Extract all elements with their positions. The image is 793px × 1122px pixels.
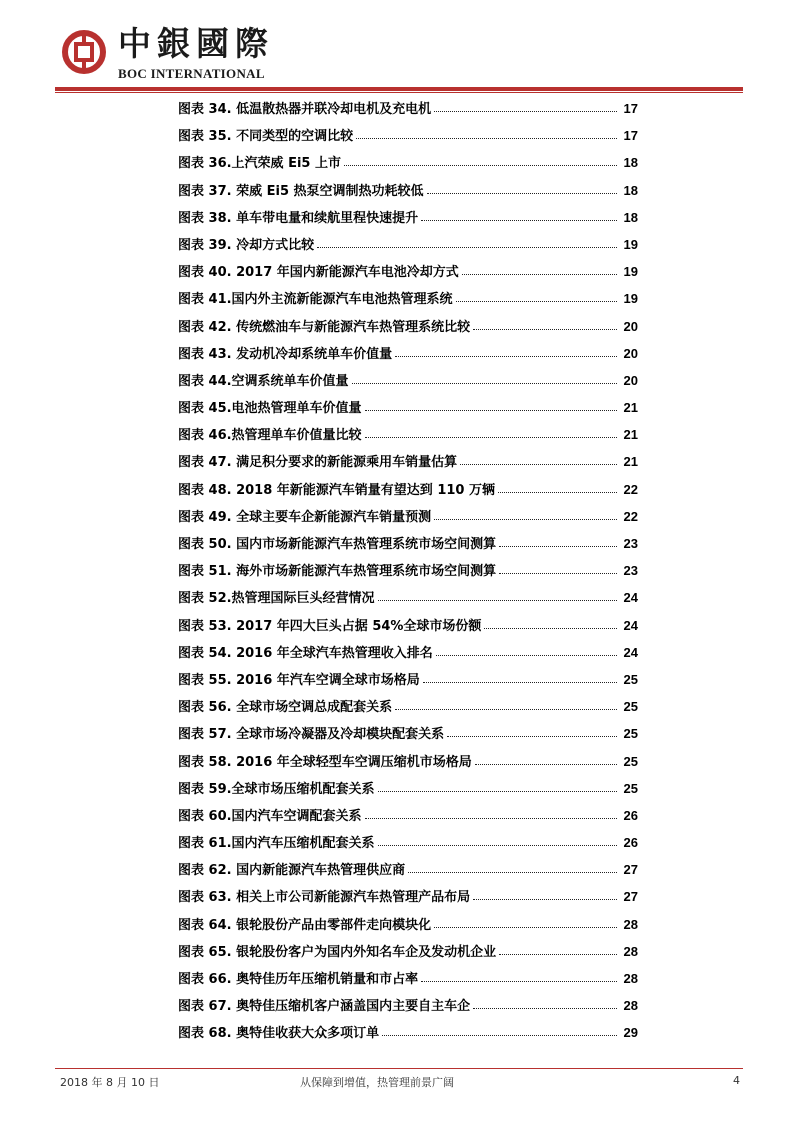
toc-entry[interactable] [178, 530, 638, 557]
toc-entry-label[interactable]: 图表 45.电池热管理单车价值量 [178, 401, 362, 417]
toc-entry-label[interactable]: 图表 66. 奥特佳历年压缩机销量和市占率 [178, 972, 419, 987]
toc-entry[interactable] [178, 883, 638, 910]
toc-entry-page[interactable]: 27 [623, 862, 638, 878]
toc-entry-page[interactable]: 28 [623, 943, 638, 959]
toc-entry[interactable] [178, 584, 638, 611]
toc-entry-label[interactable]: 图表 68. 奥特佳收获大众多项订单 [178, 1026, 380, 1042]
toc-entry-label[interactable]: 图表 47. 满足积分要求的新能源乘用车销量估算 [178, 455, 458, 471]
toc-entry-page[interactable]: 25 [623, 699, 638, 715]
toc-entry-page[interactable]: 19 [623, 291, 638, 307]
toc-entry-page[interactable]: 17 [623, 101, 638, 116]
footer-date: 2018 年 8 月 10 日 [60, 1076, 160, 1089]
toc-entry-page[interactable]: 20 [623, 318, 638, 334]
toc-entry-label[interactable]: 图表 36.上汽荣威 Ei5 上市 [178, 156, 341, 172]
toc-entry-page[interactable]: 19 [623, 264, 638, 280]
toc-dot-leader [427, 183, 617, 194]
toc-entry-label[interactable]: 图表 40. 2017 年国内新能源汽车电池冷却方式 [178, 265, 459, 281]
toc-entry-page[interactable]: 23 [623, 536, 638, 551]
toc-entry-page[interactable]: 20 [623, 345, 638, 361]
toc-entry-label[interactable]: 图表 43. 发动机冷却系统单车价值量 [178, 346, 393, 362]
toc-entry[interactable] [178, 149, 638, 176]
toc-entry-label[interactable]: 图表 60.国内汽车空调配套关系 [178, 808, 362, 824]
toc-entry-label[interactable]: 图表 58. 2016 年全球轻型车空调压缩机市场格局 [178, 754, 472, 770]
toc-entry-label[interactable]: 图表 49. 全球主要车企新能源汽车销量预测 [178, 509, 432, 525]
table-of-figures [178, 95, 638, 1047]
toc-dot-leader [447, 726, 617, 737]
toc-entry-label[interactable]: 图表 54. 2016 年全球汽车热管理收入排名 [178, 645, 433, 661]
toc-entry-label[interactable]: 图表 35. 不同类型的空调比较 [178, 129, 354, 145]
toc-entry[interactable] [178, 313, 638, 340]
toc-entry[interactable] [178, 992, 638, 1019]
toc-entry-label[interactable]: 图表 46.热管理单车价值量比较 [178, 428, 362, 444]
toc-entry-label[interactable]: 图表 67. 奥特佳压缩机客户涵盖国内主要自主车企 [178, 999, 471, 1015]
toc-entry-label[interactable]: 图表 57. 全球市场冷凝器及冷却模块配套关系 [178, 727, 445, 743]
toc-entry-page[interactable]: 25 [623, 780, 638, 796]
toc-entry[interactable] [178, 95, 638, 122]
toc-entry[interactable] [178, 394, 638, 421]
toc-entry[interactable] [178, 856, 638, 883]
toc-entry[interactable] [178, 231, 638, 258]
toc-entry[interactable] [178, 421, 638, 448]
toc-entry-page[interactable]: 24 [623, 617, 638, 633]
toc-entry-label[interactable]: 图表 63. 相关上市公司新能源汽车热管理产品布局 [178, 890, 471, 906]
toc-entry-page[interactable]: 18 [623, 182, 638, 198]
toc-entry-page[interactable]: 21 [623, 427, 638, 443]
toc-entry-page[interactable]: 24 [623, 590, 638, 606]
toc-dot-leader [365, 427, 617, 438]
toc-entry-page[interactable]: 27 [623, 889, 638, 905]
toc-dot-leader [434, 917, 617, 928]
toc-entry[interactable] [178, 693, 638, 720]
toc-entry-page[interactable]: 23 [623, 563, 638, 579]
toc-entry[interactable] [178, 448, 638, 475]
toc-dot-leader [421, 971, 617, 982]
toc-entry-page[interactable]: 17 [623, 128, 638, 144]
toc-dot-leader [378, 835, 617, 846]
toc-entry[interactable] [178, 557, 638, 584]
toc-entry-page[interactable]: 18 [623, 155, 638, 171]
toc-entry-page[interactable]: 28 [623, 971, 638, 986]
toc-entry-label[interactable]: 图表 59.全球市场压缩机配套关系 [178, 781, 375, 797]
toc-dot-leader [434, 101, 617, 112]
toc-entry-page[interactable]: 28 [623, 916, 638, 932]
toc-dot-leader [456, 291, 617, 302]
toc-entry[interactable] [178, 285, 638, 312]
toc-dot-leader [421, 210, 617, 221]
toc-entry-page[interactable]: 22 [623, 481, 638, 497]
toc-entry[interactable] [178, 204, 638, 231]
toc-dot-leader [473, 319, 617, 330]
toc-dot-leader [473, 998, 617, 1009]
toc-entry[interactable] [178, 938, 638, 965]
toc-entry-label[interactable]: 图表 42. 传统燃油车与新能源汽车热管理系统比较 [178, 319, 471, 335]
toc-dot-leader [475, 754, 617, 765]
logo-english-name: BOC INTERNATIONAL [118, 66, 265, 81]
toc-entry-page[interactable]: 26 [623, 835, 638, 851]
toc-dot-leader [499, 563, 617, 574]
toc-entry[interactable] [178, 367, 638, 394]
toc-dot-leader [378, 781, 617, 792]
toc-entry-page[interactable]: 25 [623, 753, 638, 769]
toc-dot-leader [462, 264, 617, 275]
toc-entry-label[interactable]: 图表 56. 全球市场空调总成配套关系 [178, 700, 393, 716]
toc-entry[interactable] [178, 122, 638, 149]
toc-entry-label[interactable]: 图表 41.国内外主流新能源汽车电池热管理系统 [178, 292, 453, 308]
toc-entry-label[interactable]: 图表 61.国内汽车压缩机配套关系 [178, 836, 375, 852]
toc-dot-leader [473, 889, 617, 900]
toc-entry-label[interactable]: 图表 48. 2018 年新能源汽车销量有望达到 110 万辆 [178, 482, 495, 498]
boc-logo-icon [62, 30, 106, 74]
toc-entry-label[interactable]: 图表 52.热管理国际巨头经营情况 [178, 591, 375, 607]
toc-entry[interactable] [178, 639, 638, 666]
toc-dot-leader [436, 645, 617, 656]
toc-entry-label[interactable]: 图表 65. 银轮股份客户为国内外知名车企及发动机企业 [178, 944, 497, 960]
header-divider-thin [55, 92, 743, 93]
toc-dot-leader [499, 944, 617, 955]
toc-dot-leader [499, 536, 617, 547]
toc-entry-page[interactable]: 28 [623, 998, 638, 1014]
page-footer [60, 1074, 740, 1092]
toc-entry-label[interactable]: 图表 62. 国内新能源汽车热管理供应商 [178, 863, 406, 879]
toc-entry-page[interactable]: 20 [623, 372, 638, 388]
toc-dot-leader [352, 373, 617, 384]
toc-entry-label[interactable]: 图表 53. 2017 年四大巨头占据 54%全球市场份额 [178, 618, 482, 634]
toc-entry[interactable] [178, 829, 638, 856]
toc-entry[interactable] [178, 340, 638, 367]
toc-dot-leader [498, 482, 617, 493]
toc-entry-page[interactable]: 25 [623, 726, 638, 742]
toc-entry-page[interactable]: 24 [623, 644, 638, 660]
toc-entry-label[interactable]: 图表 34. 低温散热器并联冷却电机及充电机 [178, 102, 432, 117]
page-header [0, 0, 793, 100]
toc-entry-page[interactable]: 21 [623, 400, 638, 416]
toc-entry[interactable] [178, 748, 638, 775]
toc-entry[interactable] [178, 612, 638, 639]
toc-entry[interactable] [178, 476, 638, 503]
toc-entry-page[interactable]: 29 [623, 1025, 638, 1041]
toc-dot-leader [460, 454, 617, 465]
toc-entry-label[interactable]: 图表 39. 冷却方式比较 [178, 237, 315, 253]
toc-entry-label[interactable]: 图表 55. 2016 年汽车空调全球市场格局 [178, 672, 420, 688]
toc-entry-label[interactable]: 图表 64. 银轮股份产品由零部件走向模块化 [178, 917, 432, 933]
toc-dot-leader [484, 618, 617, 629]
toc-dot-leader [365, 808, 617, 819]
toc-dot-leader [356, 128, 617, 139]
toc-entry[interactable] [178, 258, 638, 285]
toc-entry[interactable] [178, 503, 638, 530]
toc-dot-leader [423, 672, 617, 683]
footer-divider [55, 1068, 743, 1069]
toc-entry[interactable] [178, 720, 638, 747]
toc-entry-page[interactable]: 18 [623, 209, 638, 225]
toc-entry[interactable] [178, 666, 638, 693]
logo-chinese-name: 中銀國際 [118, 24, 274, 63]
toc-entry-label[interactable]: 图表 44.空调系统单车价值量 [178, 373, 349, 389]
toc-entry-label[interactable]: 图表 37. 荣威 Ei5 热泵空调制热功耗较低 [178, 183, 424, 199]
toc-entry[interactable] [178, 1019, 638, 1046]
toc-entry[interactable] [178, 802, 638, 829]
toc-entry-label[interactable]: 图表 38. 单车带电量和续航里程快速提升 [178, 210, 419, 226]
header-divider [55, 87, 743, 91]
toc-dot-leader [378, 590, 617, 601]
toc-entry-page[interactable]: 22 [623, 508, 638, 524]
toc-entry-page[interactable]: 19 [623, 236, 638, 252]
toc-dot-leader [395, 346, 617, 357]
toc-dot-leader [408, 862, 617, 873]
toc-dot-leader [382, 1025, 617, 1036]
footer-report-title: 从保障到增值，热管理前景广阔 [300, 1076, 454, 1089]
footer-page-number: 4 [733, 1074, 740, 1087]
toc-entry[interactable] [178, 965, 638, 992]
toc-entry-page[interactable]: 26 [623, 807, 638, 823]
toc-entry[interactable] [178, 911, 638, 938]
toc-dot-leader [395, 699, 617, 710]
toc-dot-leader [365, 400, 617, 411]
toc-entry[interactable] [178, 177, 638, 204]
toc-entry-label[interactable]: 图表 50. 国内市场新能源汽车热管理系统市场空间测算 [178, 537, 497, 552]
toc-dot-leader [344, 155, 617, 166]
toc-entry-page[interactable]: 25 [623, 671, 638, 687]
toc-dot-leader [317, 237, 617, 248]
toc-entry-label[interactable]: 图表 51. 海外市场新能源汽车热管理系统市场空间测算 [178, 564, 497, 580]
toc-entry[interactable] [178, 775, 638, 802]
toc-entry-page[interactable]: 21 [623, 454, 638, 470]
toc-dot-leader [434, 509, 617, 520]
